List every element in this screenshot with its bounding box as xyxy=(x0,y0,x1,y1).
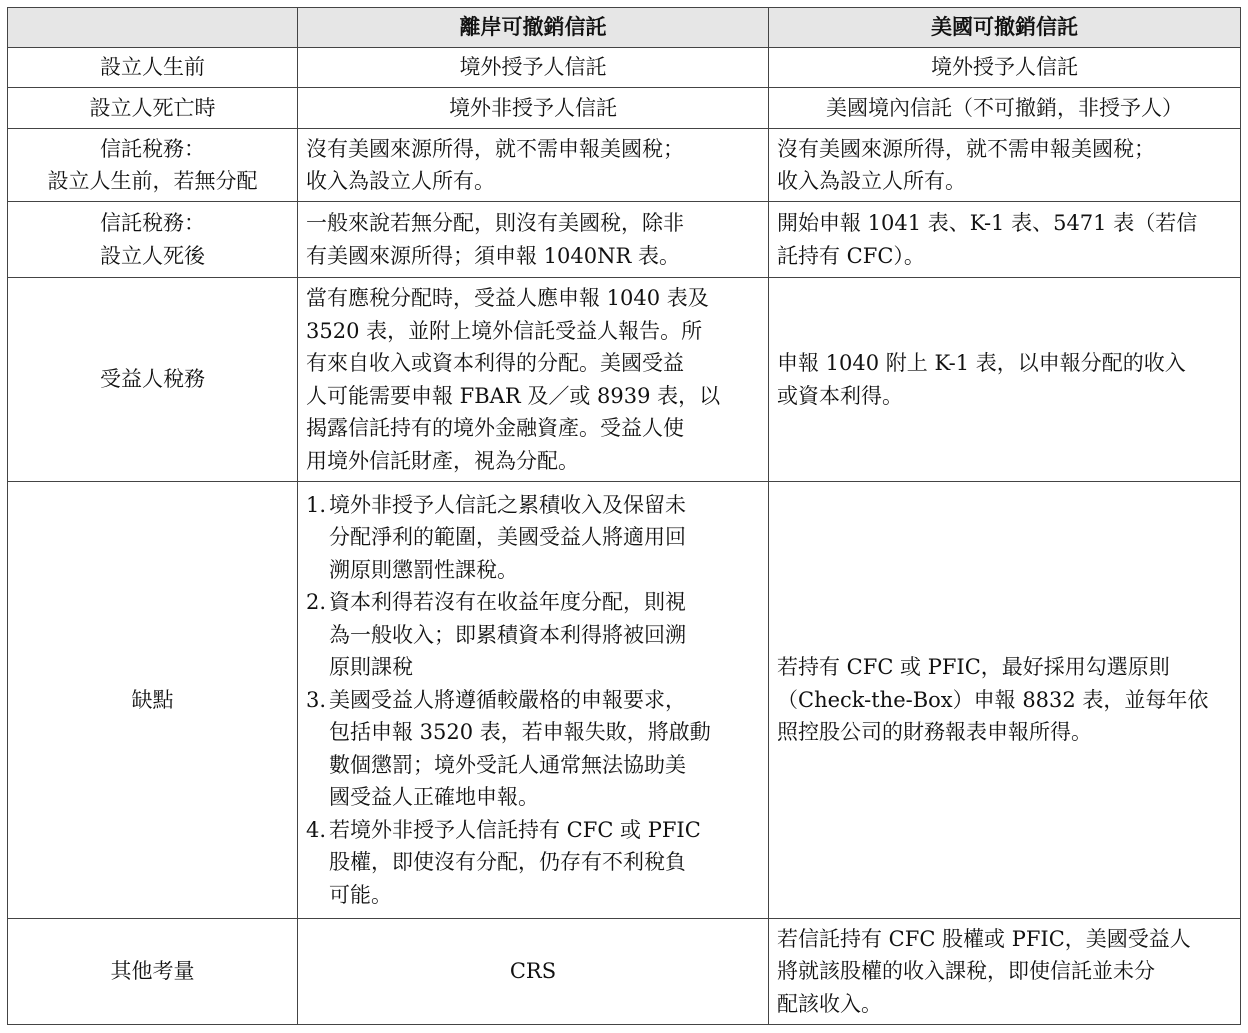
text-line: 揭露信託持有的境外金融資產。受益人使 xyxy=(306,416,684,440)
table-row xyxy=(8,919,1241,1025)
text-line: 信託稅務： xyxy=(100,211,205,235)
text-line: 可能。 xyxy=(329,882,392,907)
text-line: 股權，即使沒有分配，仍存有不利稅負 xyxy=(329,850,686,875)
header-us-revocable-trust: 美國可撤銷信託 xyxy=(769,8,1241,48)
offshore-cell xyxy=(298,482,769,919)
text-line: 境外授予人信託 xyxy=(931,55,1078,80)
text-line: 照控股公司的財務報表申報所得。 xyxy=(777,720,1092,745)
table-row xyxy=(8,48,1241,88)
list-item xyxy=(306,586,760,684)
row-label xyxy=(8,129,298,202)
text-line: 配該收入。 xyxy=(777,991,882,1016)
disadvantages-list xyxy=(306,489,760,912)
text-line: 收入為設立人所有。 xyxy=(777,169,966,193)
text-line: 溯原則懲罰性課稅。 xyxy=(329,557,518,582)
text-line: 當有應稅分配時，受益人應申報 1040 表及 xyxy=(306,286,709,310)
text-line: 數個懲罰；境外受託人通常無法協助美 xyxy=(329,752,686,777)
text-line: 國受益人正確地申報。 xyxy=(329,785,539,810)
us-cell xyxy=(769,88,1241,129)
list-number: 2. xyxy=(306,590,327,615)
us-cell xyxy=(769,202,1241,278)
text-line: 受益人稅務 xyxy=(100,367,205,392)
us-cell xyxy=(769,919,1241,1025)
text-line: 人可能需要申報 FBAR 及／或 8939 表，以 xyxy=(306,383,721,408)
text-line: 有美國來源所得；須申報 1040NR 表。 xyxy=(306,243,680,268)
text-line: 開始申報 1041 表、K-1 表、5471 表（若信 xyxy=(777,211,1198,235)
text-line: 原則課稅 xyxy=(329,655,413,680)
text-line: （Check-the-Box）申報 8832 表，並每年依 xyxy=(777,687,1209,712)
table-row xyxy=(8,482,1241,919)
row-label xyxy=(8,202,298,278)
list-item xyxy=(306,814,760,912)
text-line: 將就該股權的收入課稅，即使信託並未分 xyxy=(777,959,1155,984)
row-label xyxy=(8,919,298,1025)
row-label xyxy=(8,48,298,88)
us-cell xyxy=(769,482,1241,919)
offshore-cell xyxy=(298,202,769,278)
list-item xyxy=(306,684,760,814)
text-line: 境外非授予人信託之累積收入及保留未 xyxy=(329,492,686,517)
offshore-cell xyxy=(298,278,769,482)
text-line: 包括申報 3520 表，若申報失敗，將啟動 xyxy=(329,720,711,745)
text-line: 美國受益人將遵循較嚴格的申報要求， xyxy=(329,687,686,712)
table-row xyxy=(8,202,1241,278)
row-label xyxy=(8,88,298,129)
text-line: 申報 1040 附上 K-1 表，以申報分配的收入 xyxy=(777,351,1186,375)
text-line: 3520 表，並附上境外信託受益人報告。所 xyxy=(306,318,703,343)
text-line: 收入為設立人所有。 xyxy=(306,169,495,193)
text-line: 其他考量 xyxy=(110,959,195,984)
text-line: 若境外非授予人信託持有 CFC 或 PFIC xyxy=(329,817,701,842)
table-row xyxy=(8,129,1241,202)
list-item xyxy=(306,489,760,587)
text-line: 有來自收入或資本利得的分配。美國受益 xyxy=(306,351,684,375)
header-empty-cell xyxy=(8,8,298,48)
us-cell xyxy=(769,278,1241,482)
text-line: 用境外信託財產，視為分配。 xyxy=(306,448,579,473)
offshore-cell xyxy=(298,88,769,129)
row-label xyxy=(8,482,298,919)
text-line: 設立人死亡時 xyxy=(89,95,216,120)
text-line: 境外非授予人信託 xyxy=(449,95,617,120)
text-line: 資本利得若沒有在收益年度分配，則視 xyxy=(329,590,686,615)
text-line: 託持有 CFC）。 xyxy=(777,243,925,268)
text-line: 境外授予人信託 xyxy=(459,55,607,80)
row-label xyxy=(8,278,298,482)
text-line: CRS xyxy=(509,959,557,984)
text-line: 信託稅務： xyxy=(100,136,205,161)
text-line: 缺點 xyxy=(131,687,174,712)
offshore-cell xyxy=(298,129,769,202)
offshore-cell xyxy=(298,919,769,1025)
text-line: 一般來說若無分配，則沒有美國稅，除非 xyxy=(306,211,684,235)
text-line: 沒有美國來源所得，就不需申報美國稅； xyxy=(777,136,1155,161)
text-line: 設立人死後 xyxy=(100,243,205,268)
list-number: 1. xyxy=(306,492,327,517)
text-line: 若信託持有 CFC 股權或 PFIC，美國受益人 xyxy=(777,926,1191,951)
list-number: 3. xyxy=(306,687,327,712)
header-offshore-revocable-trust: 離岸可撤銷信託 xyxy=(298,8,769,48)
us-cell xyxy=(769,129,1241,202)
text-line: 設立人生前 xyxy=(100,55,205,80)
table-row xyxy=(8,278,1241,482)
header-row xyxy=(8,8,1241,48)
trust-comparison-table xyxy=(7,7,1241,1025)
table-row xyxy=(8,88,1241,129)
us-cell xyxy=(769,48,1241,88)
text-line: 為一般收入；即累積資本利得將被回溯 xyxy=(329,622,686,647)
text-line: 或資本利得。 xyxy=(777,383,903,408)
list-number: 4. xyxy=(306,817,327,842)
text-line: 若持有 CFC 或 PFIC，最好採用勾選原則 xyxy=(777,655,1170,680)
text-line: 分配淨利的範圍，美國受益人將適用回 xyxy=(329,525,686,550)
text-line: 美國境內信託（不可撤銷，非授予人） xyxy=(826,95,1183,120)
text-line: 設立人生前，若無分配 xyxy=(47,169,258,193)
offshore-cell xyxy=(298,48,769,88)
text-line: 沒有美國來源所得，就不需申報美國稅； xyxy=(306,136,684,161)
